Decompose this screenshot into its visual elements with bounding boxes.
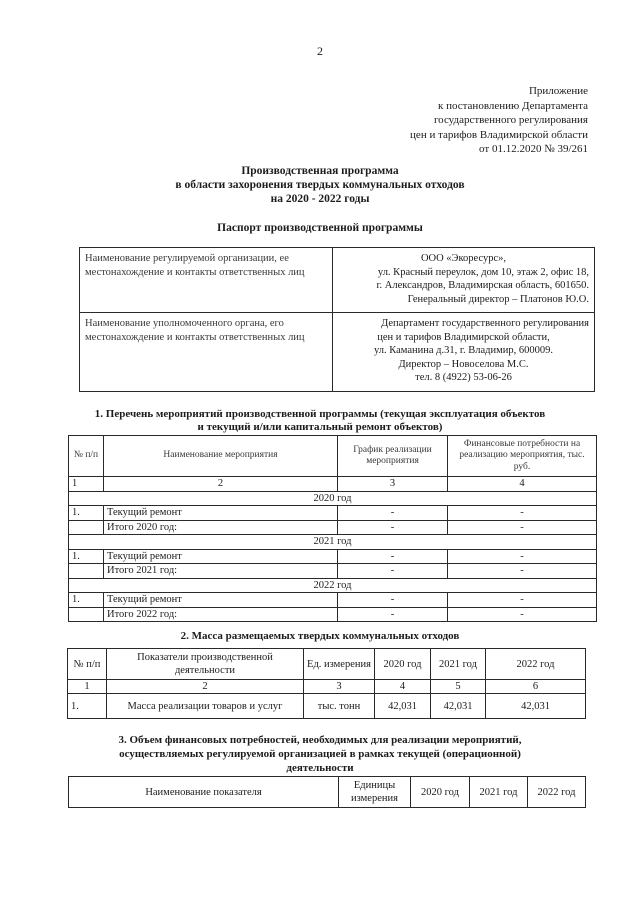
passport-value	[333, 248, 595, 313]
appendix-line: государственного регулирования	[433, 114, 588, 126]
table-row	[68, 680, 586, 694]
header-cell: 2022 год	[486, 649, 586, 680]
year-label: 2020 год	[69, 491, 597, 506]
table-cell: 1.	[68, 694, 107, 719]
table-cell: 3	[338, 477, 448, 492]
table-row	[69, 520, 597, 535]
value-line: ул. Красный переулок, дом 10, этаж 2, офис 18,	[377, 266, 589, 278]
table-cell: Текущий ремонт	[104, 593, 338, 608]
waste-mass-table	[67, 648, 586, 719]
heading-line: осуществляемых регулируемой организацией в рамках текущей (операционной)	[119, 748, 521, 760]
table-cell: 42,031	[375, 694, 431, 719]
year-label: 2021 год	[69, 535, 597, 550]
value-line: цен и тарифов Владимирской области,	[377, 331, 550, 343]
appendix-line: Приложение	[528, 85, 588, 97]
page-number: 2	[317, 44, 323, 58]
passport-label: Наименование регулируемой организации, ее местонахождение и контакты ответственных лиц	[80, 248, 333, 313]
value-line: г. Александров, Владимирская область, 601650.	[376, 280, 589, 291]
passport-table	[79, 247, 595, 392]
header-cell: № п/п	[69, 436, 104, 477]
table-cell: 42,031	[431, 694, 486, 719]
year-row	[69, 491, 597, 506]
header-cell: 2020 год	[411, 777, 470, 808]
appendix-line: от 01.12.2020 № 39/261	[479, 143, 588, 155]
table-cell: 42,031	[486, 694, 586, 719]
value-line: Директор – Новоселова М.С.	[398, 358, 529, 370]
table-row	[69, 607, 597, 622]
title-line: на 2020 - 2022 годы	[270, 193, 370, 205]
table-cell: 4	[375, 680, 431, 694]
title-line: Производственная программа	[241, 165, 399, 177]
table-cell: 6	[486, 680, 586, 694]
table-cell: -	[448, 549, 597, 564]
table-cell: Итого 2021 год:	[104, 564, 338, 579]
table-cell: -	[448, 520, 597, 535]
table-cell: 5	[431, 680, 486, 694]
header-cell: График реализации мероприятия	[338, 436, 448, 477]
table-header-row	[68, 649, 586, 680]
heading-line: 3. Объем финансовых потребностей, необходимых для реализации мероприятий,	[118, 734, 522, 746]
appendix-line: цен и тарифов Владимирской области	[410, 128, 588, 141]
header-cell: 2021 год	[431, 649, 486, 680]
table-row	[69, 593, 597, 608]
table-cell: Итого 2020 год:	[104, 520, 338, 535]
table-cell: -	[338, 607, 448, 622]
header-cell: Финансовые потребности на реализацию мероприятия, тыс. руб.	[448, 436, 597, 477]
table-cell: Итого 2022 год:	[104, 607, 338, 622]
table-cell: Текущий ремонт	[104, 549, 338, 564]
year-label: 2022 год	[69, 578, 597, 593]
section1-heading	[0, 408, 640, 434]
table-cell: -	[448, 564, 597, 579]
header-cell: 2020 год	[375, 649, 431, 680]
passport-label: Наименование уполномоченного органа, его местонахождение и контакты ответственных лиц	[80, 313, 333, 392]
table-cell: -	[448, 593, 597, 608]
value-line: ул. Каманина д.31, г. Владимир, 600009.	[373, 345, 554, 356]
table-cell: -	[448, 506, 597, 521]
section3-heading	[0, 733, 640, 775]
table-cell: 1.	[69, 593, 104, 608]
year-row	[69, 578, 597, 593]
title-line: в области захоронения твердых коммунальных отходов	[175, 179, 465, 191]
value-line: Департамент государственного регулирования	[381, 318, 589, 329]
table-cell: -	[338, 506, 448, 521]
table-cell: 2	[107, 680, 304, 694]
activities-table	[68, 435, 597, 622]
table-row	[80, 313, 595, 392]
table-cell: 1	[69, 477, 104, 492]
value-line: Генеральный директор – Платонов Ю.О.	[407, 293, 589, 305]
table-cell	[69, 564, 104, 579]
table-header-row	[69, 436, 597, 477]
table-row	[69, 477, 597, 492]
header-cell: Ед. измерения	[304, 649, 375, 680]
header-cell: Показатели производственной деятельности	[107, 649, 304, 680]
heading-line: деятельности	[286, 762, 354, 774]
table-cell: 1	[68, 680, 107, 694]
value-line: тел. 8 (4922) 53-06-26	[415, 372, 512, 383]
table-cell: тыс. тонн	[304, 694, 375, 719]
table-cell: 1.	[69, 506, 104, 521]
value-line: ООО «Экоресурс»,	[420, 253, 507, 264]
table-cell: 1.	[69, 549, 104, 564]
document-title	[0, 164, 640, 206]
year-row	[69, 535, 597, 550]
heading-line: 1. Перечень мероприятий производственной программы (текущая эксплуатация объектов	[94, 408, 546, 420]
table-cell: 4	[448, 477, 597, 492]
table-cell	[69, 520, 104, 535]
table-cell: -	[338, 564, 448, 579]
table-cell: 2	[104, 477, 338, 492]
table-header-row	[69, 777, 586, 808]
table-cell: 3	[304, 680, 375, 694]
appendix-line: к постановлению Департамента	[437, 99, 588, 112]
table-cell: -	[448, 607, 597, 622]
table-row	[68, 694, 586, 719]
table-row	[69, 564, 597, 579]
table-cell: Текущий ремонт	[104, 506, 338, 521]
header-cell: № п/п	[68, 649, 107, 680]
table-cell	[69, 607, 104, 622]
header-cell: Наименование показателя	[69, 777, 339, 808]
finance-table	[68, 776, 586, 808]
appendix-block	[410, 84, 588, 157]
header-cell: Единицы измерения	[339, 777, 411, 808]
table-cell: -	[338, 549, 448, 564]
table-cell: -	[338, 520, 448, 535]
header-cell: Наименование мероприятия	[104, 436, 338, 477]
passport-value	[333, 313, 595, 392]
passport-heading: Паспорт производственной программы	[217, 222, 423, 234]
heading-line: и текущий и/или капитальный ремонт объектов)	[197, 421, 443, 433]
table-row	[80, 248, 595, 313]
section2-heading: 2. Масса размещаемых твердых коммунальных отходов	[180, 630, 460, 642]
table-cell: -	[338, 593, 448, 608]
header-cell: 2021 год	[470, 777, 528, 808]
table-row	[69, 549, 597, 564]
table-row	[69, 506, 597, 521]
header-cell: 2022 год	[528, 777, 586, 808]
table-cell: Масса реализации товаров и услуг	[107, 694, 304, 719]
